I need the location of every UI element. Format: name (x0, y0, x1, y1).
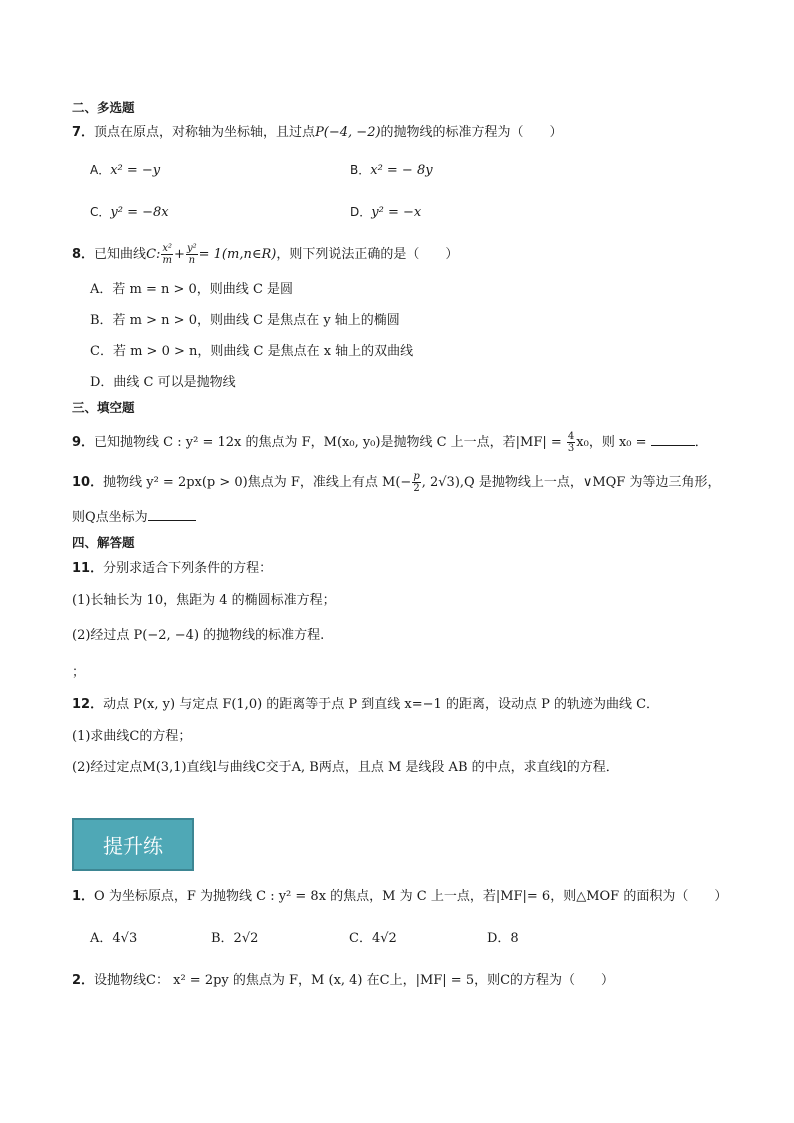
question-text: 已知曲线 (94, 247, 147, 262)
option-c-math: y² = −8x (110, 205, 169, 220)
option-c: C．y² = −8x (90, 205, 169, 220)
fraction-4-3: $\frac{4}{3}$ (567, 431, 575, 454)
practice-question-1 (72, 888, 727, 906)
option-b: B．x² = − 8y (350, 163, 433, 178)
question-10-line2 (72, 508, 196, 527)
question-text: 抛物线 y² = 2px(p > 0)焦点为 F，准线上有点 M(− (103, 475, 412, 490)
option-b-math: x² = − 8y (370, 163, 433, 178)
question-number: 10． (72, 475, 104, 490)
question-11 (72, 560, 272, 578)
section-heading-fill-in: 三、填空题 (72, 400, 135, 415)
question-text: x₀，则 x₀ = (576, 435, 651, 450)
question-12 (72, 696, 659, 714)
question-text: 则Q点坐标为 (72, 510, 148, 525)
question-text: ，则下列说法正确的是（ ） (276, 247, 459, 262)
question-text: , 2√3),Q 是抛物线上一点，∨MQF 为等边三角形， (421, 475, 721, 490)
fraction-y2-n: $\frac{\text{y²}}{n}$ (186, 243, 197, 266)
question-number: 1． (72, 889, 95, 904)
question-12-part-1: (1)求曲线C的方程； (72, 729, 192, 744)
question-8: 8．已知曲线C: $\frac{\text{x²}}{m}$ + $\frac{\text{y²}}{n}$ = 1(m,n∈R)，则下列说法正确的是（ ） (72, 243, 459, 266)
option-c: C．4√2 (349, 931, 397, 946)
question-number: 8． (72, 247, 95, 262)
question-text: 顶点在原点，对称轴为坐标轴，且过点 (94, 125, 316, 140)
practice-question-2 (72, 972, 614, 990)
question-text: 的抛物线的标准方程为（ ） (380, 125, 563, 140)
stray-semicolon: ； (72, 665, 86, 680)
math-condition: = 1(m,n∈R) (198, 247, 277, 262)
fraction-p-2: $\frac{p}{2}$ (413, 471, 420, 494)
answer-blank (651, 433, 695, 446)
option-d: D．y² = −x (350, 205, 422, 220)
option-d: D．8 (487, 931, 519, 946)
question-text: 分别求适合下列条件的方程： (103, 561, 273, 576)
section-banner-advanced-practice: 提升练 (72, 818, 194, 871)
question-number: 11． (72, 561, 104, 576)
option-c: C．若 m > 0 > n，则曲线 C 是焦点在 x 轴上的双曲线 (90, 344, 414, 359)
option-d-math: y² = −x (371, 205, 422, 220)
option-a: A．x² = −y (90, 163, 161, 178)
question-number: 12． (72, 697, 104, 712)
math-point: P(−4, −2) (315, 125, 381, 140)
question-9: 9．已知抛物线 C : y² = 12x 的焦点为 F，M(x₀, y₀)是抛物线 C 上一点，若|MF| = $\frac{4}{3}$ x₀，则 x₀ = ． (72, 431, 708, 454)
question-11-part-1: (1)长轴长为 10，焦距为 4 的椭圆标准方程； (72, 593, 336, 608)
question-12-part-2: (2)经过定点M(3,1)直线l与曲线C交于A, B两点，且点 M 是线段 AB 的中点，求直线l的方程． (72, 760, 619, 775)
question-text: 设抛物线C： x² = 2py 的焦点为 F，M (x, 4) 在C上，|MF| = 5，则C的方程为（ ） (94, 973, 615, 988)
option-a: A．4√3 (90, 931, 138, 946)
answer-blank (148, 508, 196, 521)
question-number: 7． (72, 125, 95, 140)
section-heading-answer: 四、解答题 (72, 535, 135, 550)
fraction-x2-m: $\frac{\text{x²}}{m}$ (162, 243, 173, 266)
question-text: 动点 P(x, y) 与定点 F(1,0) 的距离等于点 P 到直线 x=−1 的距离，设动点 P 的轨迹为曲线 C． (103, 697, 660, 712)
option-b: B．2√2 (211, 931, 259, 946)
section-heading-multi-choice: 二、多选题 (72, 100, 135, 115)
option-d: D．曲线 C 可以是抛物线 (90, 375, 236, 390)
question-11-part-2: (2)经过点 P(−2, −4) 的抛物线的标准方程. (72, 628, 325, 643)
option-a-math: x² = −y (110, 163, 161, 178)
option-a: A．若 m = n > 0，则曲线 C 是圆 (90, 282, 294, 297)
question-10 (72, 470, 720, 496)
question-number: 9． (72, 435, 95, 450)
question-7 (72, 124, 563, 142)
question-text: 已知抛物线 C : y² = 12x 的焦点为 F，M(x₀, y₀)是抛物线 C 上一点，若|MF| = (94, 435, 566, 450)
option-b: B．若 m > n > 0，则曲线 C 是焦点在 y 轴上的椭圆 (90, 313, 400, 328)
question-number: 2． (72, 973, 95, 988)
question-text: O 为坐标原点，F 为抛物线 C : y² = 8x 的焦点，M 为 C 上一点，若|MF|= 6，则△MOF 的面积为（ ） (94, 889, 728, 904)
